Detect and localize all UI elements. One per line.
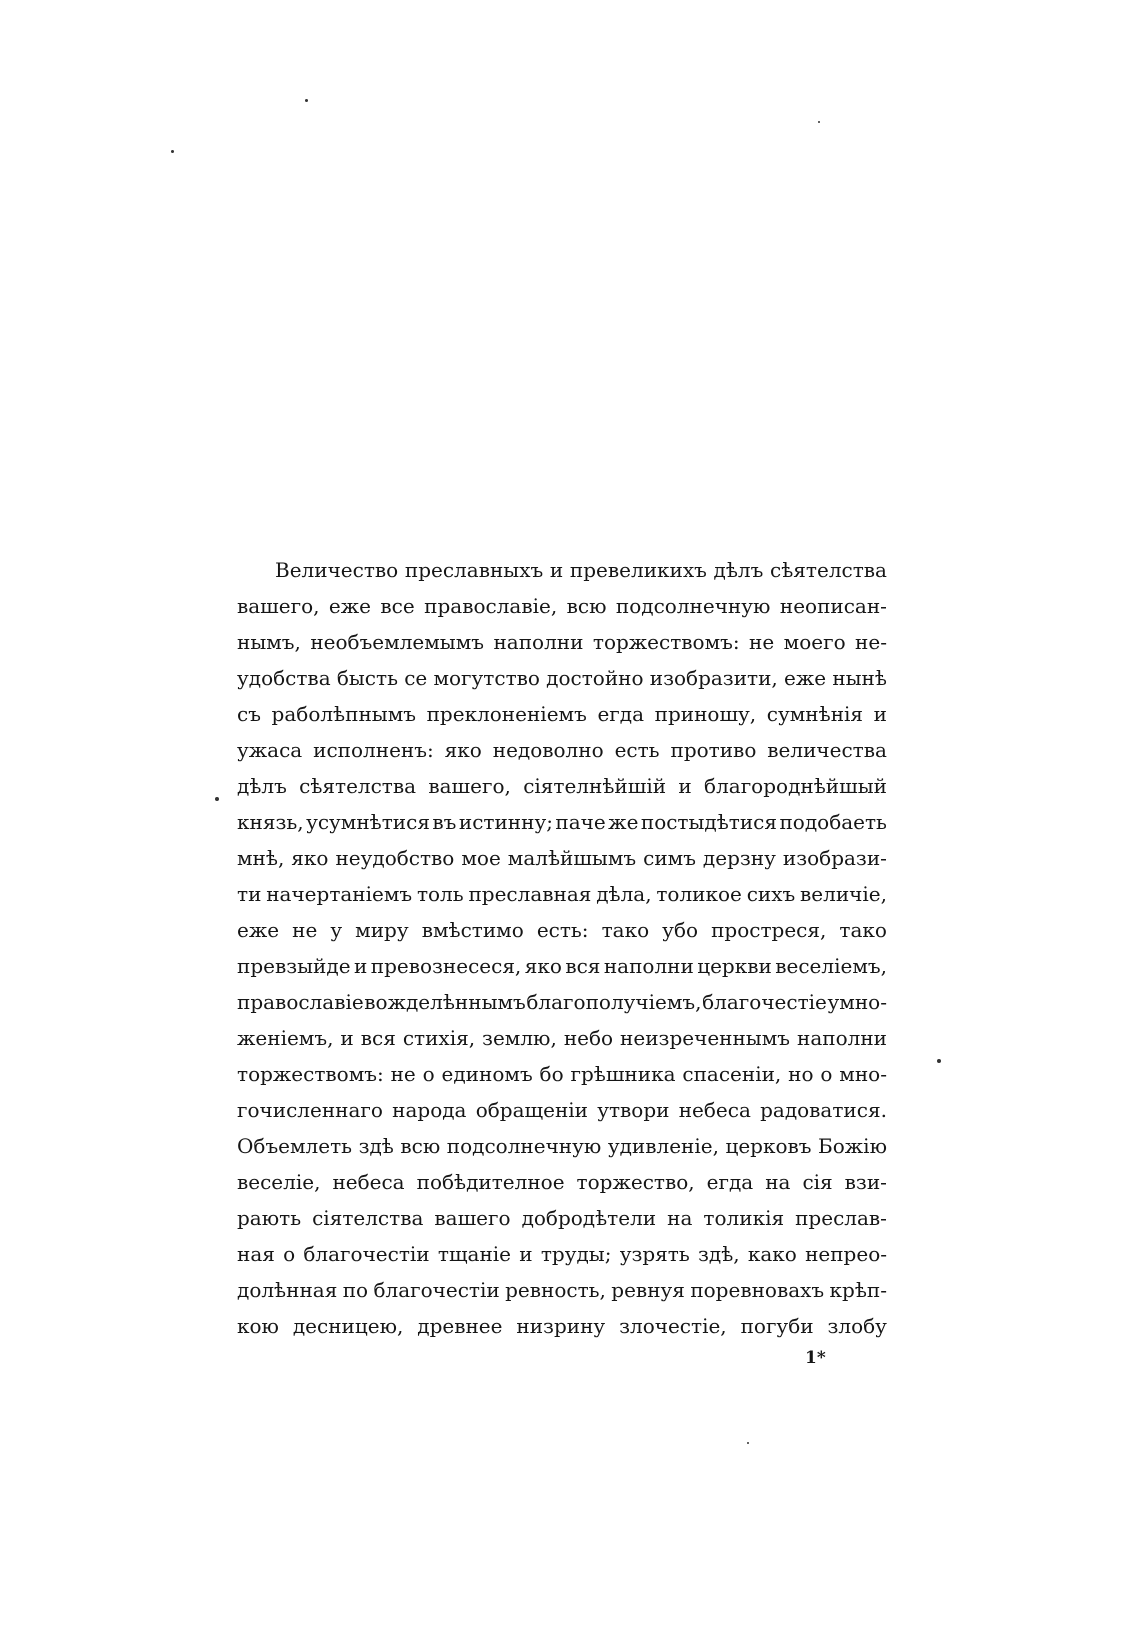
word: низрину [516, 1314, 606, 1338]
word: наполни [797, 1026, 887, 1050]
text-line [237, 588, 887, 624]
word: погуби [740, 1314, 814, 1338]
text-line [237, 696, 887, 732]
word: церковъ [725, 1134, 812, 1158]
word: мнѣ, [237, 846, 285, 870]
word: благочестіи [373, 1278, 500, 1302]
word: яко [524, 954, 562, 978]
word: еже [237, 918, 280, 942]
text-line [237, 1056, 887, 1092]
word: умно- [827, 990, 887, 1014]
word: се [404, 666, 428, 690]
word: грѣшника [570, 1062, 676, 1086]
text-line [237, 984, 887, 1020]
word: злобу [827, 1314, 887, 1338]
word: церкви [697, 954, 772, 978]
text-line [237, 1092, 887, 1128]
word: не [390, 1062, 416, 1086]
word: добродѣтели [521, 1206, 657, 1230]
word: наполни [493, 630, 584, 654]
text-line [237, 948, 887, 984]
word: веселіемъ, [775, 954, 887, 978]
word: раболѣпнымъ [271, 702, 416, 726]
word: величіе, [800, 882, 887, 906]
word: нынѣ [832, 666, 887, 690]
word: есть [614, 738, 660, 762]
word: крѣп- [829, 1278, 887, 1302]
word: могутство [433, 666, 540, 690]
text-line [237, 1236, 887, 1272]
text-line [237, 840, 887, 876]
word: торжествомъ: [237, 1062, 384, 1086]
word: паче [555, 810, 606, 834]
word: сѣятелства [299, 774, 417, 798]
word: нымъ, [237, 630, 301, 654]
word: злочестіе, [619, 1314, 727, 1338]
word: все [380, 594, 415, 618]
word: вашего, [237, 594, 320, 618]
word: землю, [482, 1026, 557, 1050]
word: преклоненіемъ [426, 702, 587, 726]
page-number: 1* [805, 1348, 826, 1368]
word: бо [539, 1062, 564, 1086]
text-line [237, 732, 887, 768]
word: симъ [643, 846, 696, 870]
word: подсолнечную [446, 1134, 602, 1158]
word: неописан- [779, 594, 887, 618]
word: сіятелства [312, 1206, 424, 1230]
word: есть: [536, 918, 589, 942]
word: ужаса [237, 738, 303, 762]
word: простреся, [711, 918, 827, 942]
word: тако [601, 918, 650, 942]
word: вожделѣннымъ [364, 990, 526, 1014]
word: сихъ [746, 882, 796, 906]
word: ная [237, 1242, 275, 1266]
word: благочестіи [303, 1242, 430, 1266]
word: удивленіе, [607, 1134, 719, 1158]
word: на [765, 1170, 791, 1194]
word: не- [855, 630, 887, 654]
word: неизреченнымъ [620, 1026, 791, 1050]
word: вмѣстимо [421, 918, 524, 942]
text-line [237, 660, 887, 696]
word: радоватися. [760, 1098, 887, 1122]
word: обращеніи [475, 1098, 588, 1122]
word: народа [392, 1098, 467, 1122]
word: и [353, 954, 368, 978]
word: сіятелнѣйшій [523, 774, 667, 798]
word: единомъ [441, 1062, 533, 1086]
word: торжествомъ: [592, 630, 740, 654]
word: егда [706, 1170, 754, 1194]
word: истинну; [458, 810, 553, 834]
text-line [237, 624, 887, 660]
word: небеса [678, 1098, 751, 1122]
word: наполни [603, 954, 694, 978]
word: веселіе, [237, 1170, 321, 1194]
word: необъемлемымъ [310, 630, 484, 654]
word: и [549, 558, 564, 582]
word: бысть [336, 666, 398, 690]
text-line [237, 1020, 887, 1056]
text-line [237, 1200, 887, 1236]
word: моего [783, 630, 846, 654]
word: православіе [237, 990, 364, 1014]
word: о [422, 1062, 435, 1086]
word: изобрази- [782, 846, 887, 870]
word: сѣятелства [770, 558, 887, 582]
word: спасеніи, [682, 1062, 782, 1086]
word: князь, [237, 810, 304, 834]
word: преславная [468, 882, 592, 906]
word: толь [416, 882, 464, 906]
text-line [237, 1164, 887, 1200]
word: еже [784, 666, 827, 690]
body-text [237, 552, 887, 1344]
word: превеликихъ [569, 558, 707, 582]
word: недоволно [492, 738, 604, 762]
word: взи- [844, 1170, 887, 1194]
word: о [283, 1242, 296, 1266]
text-line [237, 876, 887, 912]
word: узрять [619, 1242, 690, 1266]
word: гочисленнаго [237, 1098, 383, 1122]
word: и [519, 1242, 533, 1266]
word: егда [597, 702, 644, 726]
word: благополучіемъ, [526, 990, 702, 1014]
word: толикое [656, 882, 742, 906]
word: подсолнечную [615, 594, 771, 618]
word: вашего, [428, 774, 511, 798]
word: миру [355, 918, 409, 942]
word: начертаніемъ [266, 882, 413, 906]
word: дѣлъ [713, 558, 764, 582]
word: исполненъ: [313, 738, 434, 762]
word: не [749, 630, 775, 654]
word: небеса [332, 1170, 405, 1194]
word: благочестіе [702, 990, 827, 1014]
word: еже [328, 594, 371, 618]
word: ти [237, 882, 262, 906]
word: преслав- [795, 1206, 887, 1230]
word: небо [563, 1026, 614, 1050]
word: сія [802, 1170, 833, 1194]
word: но [788, 1062, 814, 1086]
word: ревность, [505, 1278, 606, 1302]
word: вся [360, 1026, 396, 1050]
word: здѣ [358, 1134, 394, 1158]
word: толикія [703, 1206, 785, 1230]
word: всю [566, 594, 607, 618]
word: усумнѣтися [306, 810, 430, 834]
word: десницею, [292, 1314, 404, 1338]
text-line [237, 804, 887, 840]
word: тщаніе [437, 1242, 512, 1266]
scan-speck [818, 121, 820, 123]
word: не [292, 918, 318, 942]
word: и [873, 702, 887, 726]
scan-speck [305, 99, 308, 102]
word: удобства [237, 666, 331, 690]
word: неудобство [335, 846, 455, 870]
word: непрео- [805, 1242, 887, 1266]
scan-speck [747, 1442, 749, 1444]
word: стихія, [402, 1026, 476, 1050]
word: подобаеть [779, 810, 887, 834]
word: православіе, [424, 594, 558, 618]
word: убо [662, 918, 699, 942]
word: мно- [839, 1062, 887, 1086]
scan-speck [215, 797, 219, 801]
word: изобразити, [649, 666, 778, 690]
word: кою [237, 1314, 279, 1338]
word: женіемъ, [237, 1026, 334, 1050]
text-line [237, 1128, 887, 1164]
word: преславныхъ [404, 558, 544, 582]
word: вашего [434, 1206, 511, 1230]
word: утвори [597, 1098, 670, 1122]
word: мое [461, 846, 501, 870]
word: благороднѣйшый [704, 774, 887, 798]
word: дѣлъ [237, 774, 287, 798]
word: же [608, 810, 639, 834]
text-line [237, 912, 887, 948]
word: по [342, 1278, 369, 1302]
word: Объемлеть [237, 1134, 353, 1158]
word: съ [237, 702, 261, 726]
word: труды; [540, 1242, 612, 1266]
word: древнее [417, 1314, 503, 1338]
word: здѣ, [697, 1242, 740, 1266]
word: долѣнная [237, 1278, 338, 1302]
word: Божію [818, 1134, 887, 1158]
text-line [237, 552, 887, 588]
word: како [747, 1242, 797, 1266]
word: поревновахъ [690, 1278, 825, 1302]
word: на [667, 1206, 693, 1230]
word: у [330, 918, 343, 942]
word: приношу, [654, 702, 757, 726]
scan-speck [937, 1059, 941, 1063]
word: побѣдителное [416, 1170, 565, 1194]
word: Величество [275, 558, 399, 582]
word: всю [400, 1134, 441, 1158]
word: дерзну [702, 846, 776, 870]
word: о [820, 1062, 833, 1086]
word: сумнѣнія [766, 702, 864, 726]
word: превзыйде [237, 954, 351, 978]
text-line [237, 1272, 887, 1308]
word: и [340, 1026, 354, 1050]
word: дѣла, [596, 882, 652, 906]
text-line [237, 768, 887, 804]
word: яко [444, 738, 482, 762]
word: рають [237, 1206, 302, 1230]
word: торжество, [576, 1170, 695, 1194]
text-line [237, 1308, 887, 1344]
word: достойно [546, 666, 644, 690]
scan-speck [171, 150, 174, 153]
word: противо [670, 738, 757, 762]
word: ревнуя [611, 1278, 685, 1302]
word: превознесеся, [370, 954, 522, 978]
word: и [678, 774, 692, 798]
word: яко [291, 846, 329, 870]
word: малѣйшымъ [507, 846, 637, 870]
word: вся [565, 954, 601, 978]
word: въ [432, 810, 457, 834]
word: постыдѣтися [640, 810, 778, 834]
word: величества [767, 738, 887, 762]
word: тако [839, 918, 887, 942]
